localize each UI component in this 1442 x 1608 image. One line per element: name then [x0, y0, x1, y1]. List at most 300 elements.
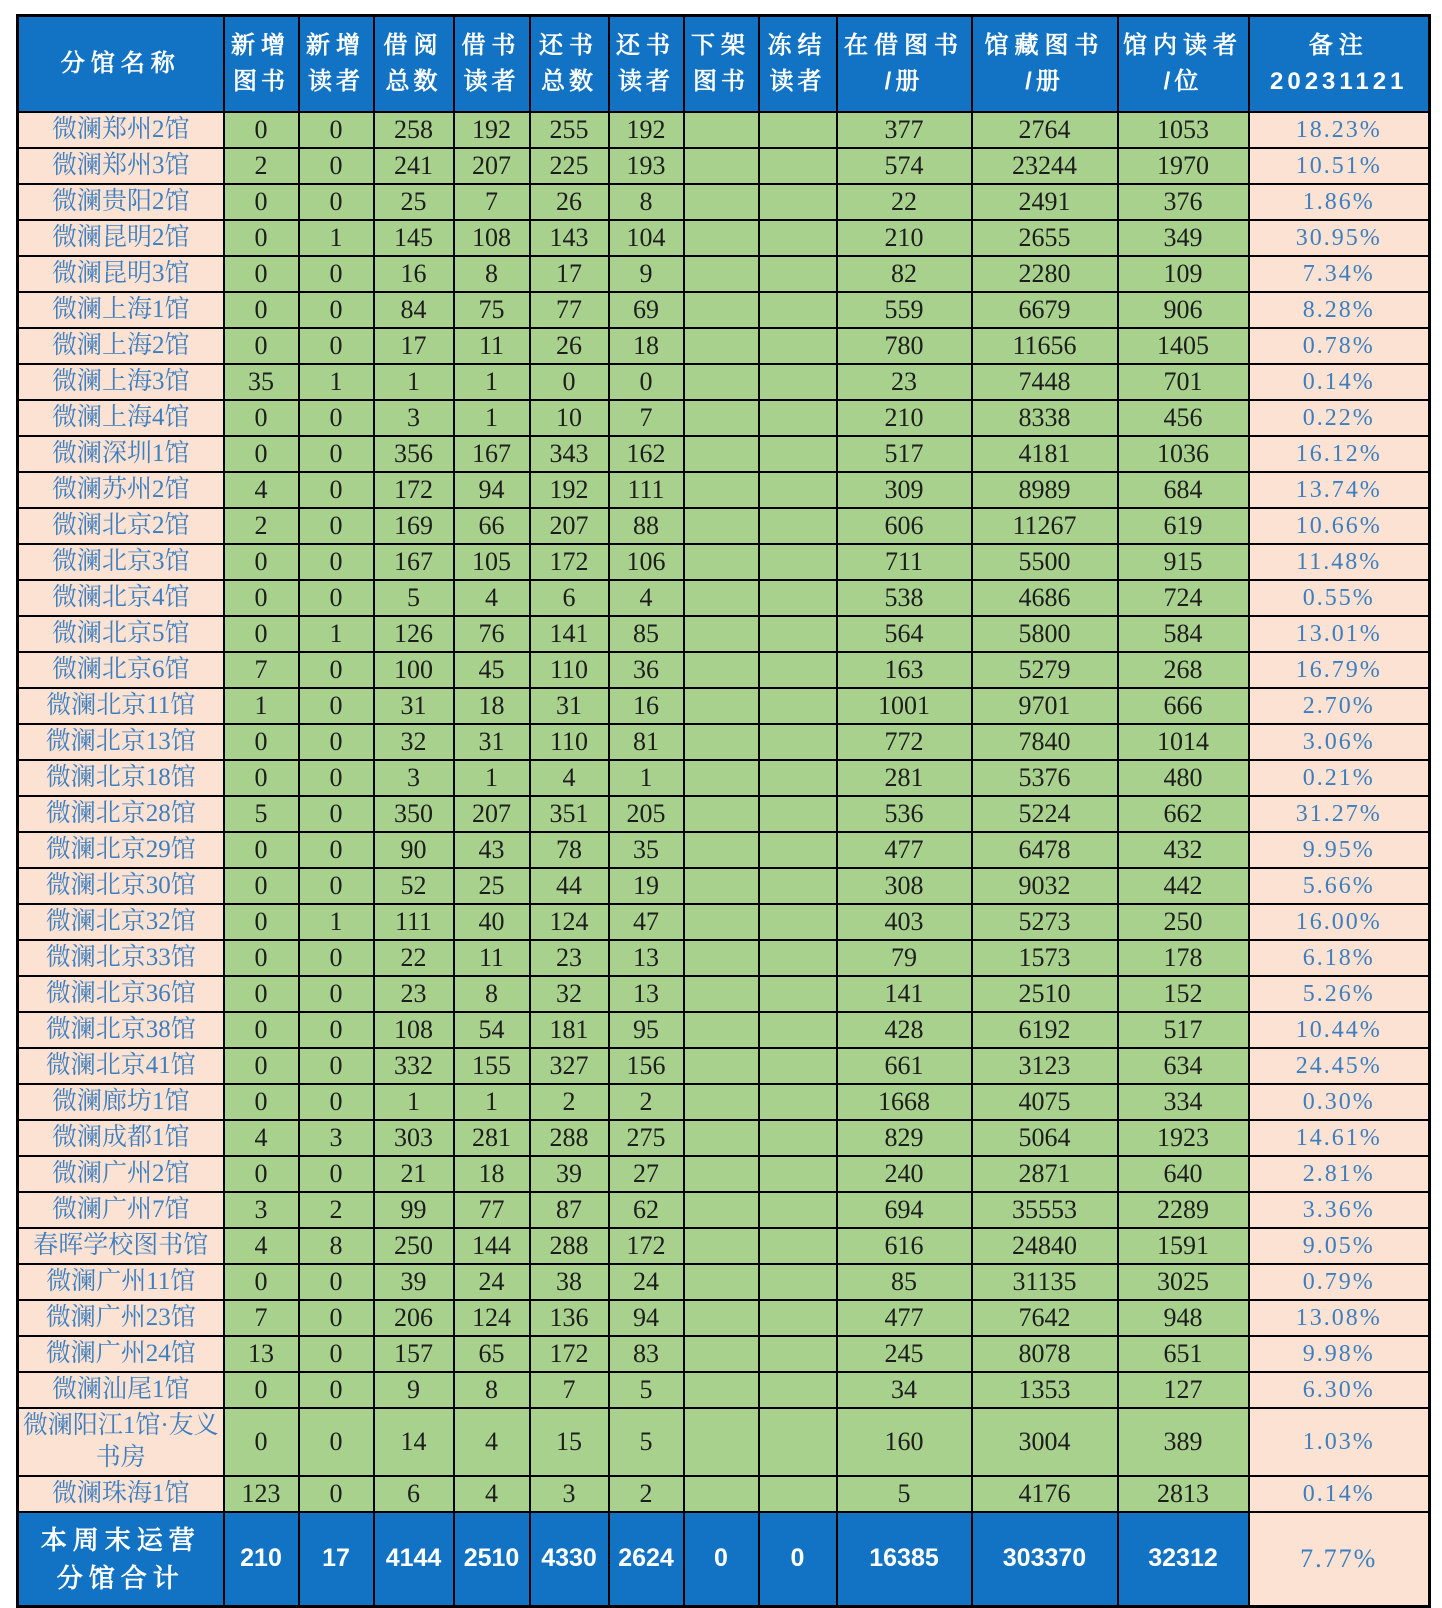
value-cell: 477 [837, 1300, 972, 1336]
remark-cell: 10.44% [1249, 1012, 1430, 1048]
table-row [18, 292, 1430, 328]
value-cell: 8 [454, 976, 530, 1012]
branch-name-cell: 微澜上海4馆 [18, 400, 224, 436]
header-row [18, 16, 1430, 113]
value-cell [759, 436, 837, 472]
value-cell: 85 [837, 1264, 972, 1300]
value-cell: 2510 [972, 976, 1118, 1012]
value-cell: 156 [609, 1048, 684, 1084]
value-cell: 327 [530, 1048, 609, 1084]
value-cell: 26 [530, 184, 609, 220]
value-cell: 11267 [972, 508, 1118, 544]
value-cell: 5224 [972, 796, 1118, 832]
value-cell: 141 [837, 976, 972, 1012]
branch-name-cell: 微澜北京29馆 [18, 832, 224, 868]
value-cell: 11 [454, 328, 530, 364]
branch-name-cell: 微澜广州23馆 [18, 1300, 224, 1336]
value-cell: 8078 [972, 1336, 1118, 1372]
value-cell: 35 [224, 364, 299, 400]
value-cell [759, 580, 837, 616]
value-cell: 210 [837, 400, 972, 436]
value-cell: 94 [454, 472, 530, 508]
column-header-readers-seats: 馆内读者 /位 [1118, 16, 1249, 113]
value-cell [684, 1264, 759, 1300]
value-cell: 79 [837, 940, 972, 976]
branch-name-cell: 微澜郑州2馆 [18, 112, 224, 148]
value-cell: 26 [530, 328, 609, 364]
value-cell: 24 [609, 1264, 684, 1300]
value-cell: 155 [454, 1048, 530, 1084]
value-cell: 23 [530, 940, 609, 976]
value-cell: 0 [224, 1264, 299, 1300]
remark-cell: 6.18% [1249, 940, 1430, 976]
table-row [18, 400, 1430, 436]
value-cell: 127 [1118, 1372, 1249, 1408]
total-value-cell: 0 [759, 1512, 837, 1606]
value-cell: 250 [374, 1228, 454, 1264]
value-cell: 780 [837, 328, 972, 364]
table-row [18, 580, 1430, 616]
value-cell [684, 1336, 759, 1372]
value-cell: 442 [1118, 868, 1249, 904]
table-row [18, 1228, 1430, 1264]
value-cell: 6478 [972, 832, 1118, 868]
value-cell: 143 [530, 220, 609, 256]
value-cell: 45 [454, 652, 530, 688]
branch-name-cell: 微澜北京28馆 [18, 796, 224, 832]
value-cell: 0 [299, 688, 374, 724]
value-cell: 16 [374, 256, 454, 292]
value-cell: 0 [299, 796, 374, 832]
branch-name-cell: 微澜北京11馆 [18, 688, 224, 724]
value-cell: 69 [609, 292, 684, 328]
value-cell: 15 [530, 1408, 609, 1476]
branch-name-cell: 微澜广州2馆 [18, 1156, 224, 1192]
value-cell: 16 [609, 688, 684, 724]
value-cell [684, 796, 759, 832]
value-cell: 9 [609, 256, 684, 292]
value-cell [759, 688, 837, 724]
value-cell: 124 [454, 1300, 530, 1336]
value-cell: 163 [837, 652, 972, 688]
value-cell: 662 [1118, 796, 1249, 832]
value-cell [759, 1120, 837, 1156]
value-cell: 0 [299, 652, 374, 688]
table-row [18, 472, 1430, 508]
value-cell: 82 [837, 256, 972, 292]
value-cell: 5 [609, 1408, 684, 1476]
value-cell [684, 1192, 759, 1228]
value-cell: 110 [530, 724, 609, 760]
remark-cell: 13.74% [1249, 472, 1430, 508]
branch-name-cell: 微澜昆明2馆 [18, 220, 224, 256]
value-cell: 210 [837, 220, 972, 256]
branch-name-cell: 微澜广州11馆 [18, 1264, 224, 1300]
value-cell: 85 [609, 616, 684, 652]
value-cell: 258 [374, 112, 454, 148]
value-cell [759, 904, 837, 940]
value-cell: 634 [1118, 1048, 1249, 1084]
value-cell: 4 [454, 580, 530, 616]
value-cell: 351 [530, 796, 609, 832]
remark-cell: 16.12% [1249, 436, 1430, 472]
value-cell: 1 [299, 364, 374, 400]
remark-cell: 14.61% [1249, 1120, 1430, 1156]
value-cell: 32 [530, 976, 609, 1012]
value-cell: 157 [374, 1336, 454, 1372]
value-cell [684, 832, 759, 868]
table-row [18, 256, 1430, 292]
value-cell [684, 868, 759, 904]
value-cell: 160 [837, 1408, 972, 1476]
branch-name-cell: 微澜北京13馆 [18, 724, 224, 760]
value-cell [759, 796, 837, 832]
value-cell: 1001 [837, 688, 972, 724]
value-cell: 181 [530, 1012, 609, 1048]
value-cell: 1 [454, 760, 530, 796]
value-cell: 1591 [1118, 1228, 1249, 1264]
value-cell: 31 [454, 724, 530, 760]
total-row-label: 本周末运营分馆合计 [18, 1512, 224, 1606]
table-row [18, 760, 1430, 796]
value-cell: 4 [224, 1120, 299, 1156]
value-cell: 536 [837, 796, 972, 832]
value-cell: 9701 [972, 688, 1118, 724]
value-cell: 144 [454, 1228, 530, 1264]
value-cell: 8 [609, 184, 684, 220]
value-cell: 126 [374, 616, 454, 652]
value-cell: 2 [299, 1192, 374, 1228]
total-value-cell: 0 [684, 1512, 759, 1606]
value-cell [684, 688, 759, 724]
value-cell: 22 [374, 940, 454, 976]
value-cell: 0 [299, 400, 374, 436]
value-cell: 684 [1118, 472, 1249, 508]
total-remark-cell: 7.77% [1249, 1512, 1430, 1606]
value-cell: 31 [530, 688, 609, 724]
value-cell: 7840 [972, 724, 1118, 760]
value-cell: 172 [530, 544, 609, 580]
value-cell: 2280 [972, 256, 1118, 292]
branch-name-cell: 春晖学校图书馆 [18, 1228, 224, 1264]
value-cell: 0 [299, 292, 374, 328]
value-cell: 829 [837, 1120, 972, 1156]
value-cell: 94 [609, 1300, 684, 1336]
value-cell: 5 [609, 1372, 684, 1408]
value-cell: 3 [374, 400, 454, 436]
branch-name-cell: 微澜北京6馆 [18, 652, 224, 688]
total-value-cell: 4330 [530, 1512, 609, 1606]
value-cell: 0 [224, 292, 299, 328]
table-row [18, 940, 1430, 976]
value-cell: 3123 [972, 1048, 1118, 1084]
value-cell: 35553 [972, 1192, 1118, 1228]
value-cell [759, 1300, 837, 1336]
value-cell: 0 [224, 616, 299, 652]
value-cell: 0 [299, 1048, 374, 1084]
branch-name-cell: 微澜北京4馆 [18, 580, 224, 616]
table-row [18, 544, 1430, 580]
table-footer [18, 1512, 1430, 1606]
value-cell [759, 148, 837, 184]
branch-name-cell: 微澜北京41馆 [18, 1048, 224, 1084]
value-cell: 281 [454, 1120, 530, 1156]
value-cell: 619 [1118, 508, 1249, 544]
table-row [18, 796, 1430, 832]
value-cell: 456 [1118, 400, 1249, 436]
value-cell [759, 1408, 837, 1476]
value-cell: 81 [609, 724, 684, 760]
value-cell [759, 112, 837, 148]
value-cell: 915 [1118, 544, 1249, 580]
value-cell [759, 832, 837, 868]
table-row [18, 364, 1430, 400]
value-cell: 0 [224, 868, 299, 904]
value-cell: 0 [299, 580, 374, 616]
value-cell: 0 [299, 1408, 374, 1476]
value-cell: 17 [530, 256, 609, 292]
value-cell: 1 [609, 760, 684, 796]
table-row [18, 184, 1430, 220]
value-cell: 0 [609, 364, 684, 400]
value-cell: 0 [299, 112, 374, 148]
value-cell: 0 [224, 760, 299, 796]
value-cell: 0 [224, 112, 299, 148]
value-cell: 1573 [972, 940, 1118, 976]
value-cell: 584 [1118, 616, 1249, 652]
value-cell: 9 [374, 1372, 454, 1408]
value-cell: 100 [374, 652, 454, 688]
value-cell: 343 [530, 436, 609, 472]
value-cell [684, 364, 759, 400]
remark-cell: 0.22% [1249, 400, 1430, 436]
branch-name-cell: 微澜上海2馆 [18, 328, 224, 364]
value-cell: 0 [299, 148, 374, 184]
remark-cell: 0.14% [1249, 1476, 1430, 1512]
value-cell: 14 [374, 1408, 454, 1476]
value-cell: 0 [224, 724, 299, 760]
value-cell [759, 1336, 837, 1372]
value-cell [684, 1372, 759, 1408]
value-cell: 13 [609, 940, 684, 976]
value-cell: 1 [224, 688, 299, 724]
column-header-return-readers: 还书 读者 [609, 16, 684, 113]
value-cell: 62 [609, 1192, 684, 1228]
value-cell: 7 [609, 400, 684, 436]
value-cell: 39 [374, 1264, 454, 1300]
branch-name-cell: 微澜北京3馆 [18, 544, 224, 580]
value-cell: 389 [1118, 1408, 1249, 1476]
value-cell: 0 [224, 580, 299, 616]
value-cell: 2813 [1118, 1476, 1249, 1512]
value-cell: 275 [609, 1120, 684, 1156]
value-cell [759, 364, 837, 400]
value-cell [759, 1192, 837, 1228]
value-cell: 54 [454, 1012, 530, 1048]
value-cell: 4 [224, 472, 299, 508]
value-cell: 0 [224, 1156, 299, 1192]
value-cell: 18 [454, 1156, 530, 1192]
value-cell [684, 400, 759, 436]
remark-cell: 9.98% [1249, 1336, 1430, 1372]
value-cell [759, 184, 837, 220]
value-cell [759, 1228, 837, 1264]
value-cell: 1 [454, 1084, 530, 1120]
value-cell: 10 [530, 400, 609, 436]
value-cell [759, 220, 837, 256]
value-cell: 111 [609, 472, 684, 508]
value-cell: 240 [837, 1156, 972, 1192]
remark-cell: 5.66% [1249, 868, 1430, 904]
remark-cell: 24.45% [1249, 1048, 1430, 1084]
value-cell [684, 616, 759, 652]
value-cell [759, 292, 837, 328]
value-cell: 0 [299, 472, 374, 508]
table-body [18, 112, 1430, 1512]
table-row [18, 1300, 1430, 1336]
value-cell [684, 472, 759, 508]
value-cell [684, 760, 759, 796]
value-cell: 1 [299, 220, 374, 256]
value-cell: 1923 [1118, 1120, 1249, 1156]
value-cell: 8 [454, 1372, 530, 1408]
value-cell: 661 [837, 1048, 972, 1084]
value-cell: 564 [837, 616, 972, 652]
value-cell: 538 [837, 580, 972, 616]
value-cell: 517 [1118, 1012, 1249, 1048]
value-cell [759, 616, 837, 652]
value-cell: 31135 [972, 1264, 1118, 1300]
remark-cell: 2.81% [1249, 1156, 1430, 1192]
value-cell: 0 [299, 256, 374, 292]
table-row [18, 832, 1430, 868]
table-row [18, 1084, 1430, 1120]
value-cell: 11 [454, 940, 530, 976]
remark-cell: 0.55% [1249, 580, 1430, 616]
value-cell: 6 [530, 580, 609, 616]
value-cell: 106 [609, 544, 684, 580]
value-cell: 87 [530, 1192, 609, 1228]
remark-cell: 18.23% [1249, 112, 1430, 148]
value-cell: 152 [1118, 976, 1249, 1012]
value-cell [684, 256, 759, 292]
value-cell: 95 [609, 1012, 684, 1048]
value-cell: 4181 [972, 436, 1118, 472]
remark-cell: 0.30% [1249, 1084, 1430, 1120]
value-cell: 0 [299, 976, 374, 1012]
value-cell: 2491 [972, 184, 1118, 220]
value-cell: 332 [374, 1048, 454, 1084]
value-cell: 0 [224, 1048, 299, 1084]
remark-cell: 13.08% [1249, 1300, 1430, 1336]
value-cell: 52 [374, 868, 454, 904]
value-cell: 356 [374, 436, 454, 472]
value-cell: 34 [837, 1372, 972, 1408]
branch-name-cell: 微澜北京30馆 [18, 868, 224, 904]
value-cell: 906 [1118, 292, 1249, 328]
value-cell: 44 [530, 868, 609, 904]
value-cell: 250 [1118, 904, 1249, 940]
table-row [18, 1156, 1430, 1192]
value-cell: 772 [837, 724, 972, 760]
value-cell: 2 [609, 1476, 684, 1512]
value-cell: 7 [530, 1372, 609, 1408]
table-row [18, 904, 1430, 940]
column-header-borrow-readers: 借书 读者 [454, 16, 530, 113]
value-cell: 0 [299, 1336, 374, 1372]
value-cell: 38 [530, 1264, 609, 1300]
value-cell [759, 652, 837, 688]
value-cell: 1014 [1118, 724, 1249, 760]
total-value-cell: 2510 [454, 1512, 530, 1606]
value-cell: 172 [609, 1228, 684, 1264]
value-cell: 193 [609, 148, 684, 184]
value-cell: 23 [837, 364, 972, 400]
value-cell: 77 [454, 1192, 530, 1228]
value-cell: 1053 [1118, 112, 1249, 148]
branch-name-cell: 微澜北京5馆 [18, 616, 224, 652]
value-cell: 288 [530, 1120, 609, 1156]
value-cell: 308 [837, 868, 972, 904]
value-cell: 0 [299, 184, 374, 220]
value-cell: 2 [224, 508, 299, 544]
value-cell: 701 [1118, 364, 1249, 400]
branch-name-cell: 微澜深圳1馆 [18, 436, 224, 472]
value-cell: 27 [609, 1156, 684, 1192]
value-cell: 4075 [972, 1084, 1118, 1120]
value-cell: 3 [374, 760, 454, 796]
value-cell: 25 [454, 868, 530, 904]
value-cell: 428 [837, 1012, 972, 1048]
value-cell: 606 [837, 508, 972, 544]
table-row [18, 652, 1430, 688]
value-cell: 7448 [972, 364, 1118, 400]
value-cell: 349 [1118, 220, 1249, 256]
value-cell: 172 [530, 1336, 609, 1372]
branch-name-cell: 微澜北京36馆 [18, 976, 224, 1012]
value-cell: 6679 [972, 292, 1118, 328]
value-cell: 350 [374, 796, 454, 832]
remark-cell: 8.28% [1249, 292, 1430, 328]
remark-cell: 5.26% [1249, 976, 1430, 1012]
table-row [18, 436, 1430, 472]
value-cell [759, 976, 837, 1012]
value-cell: 4 [454, 1408, 530, 1476]
value-cell: 5279 [972, 652, 1118, 688]
table-row [18, 508, 1430, 544]
value-cell: 104 [609, 220, 684, 256]
value-cell: 309 [837, 472, 972, 508]
value-cell: 1970 [1118, 148, 1249, 184]
value-cell: 109 [1118, 256, 1249, 292]
value-cell: 207 [454, 148, 530, 184]
value-cell: 4 [224, 1228, 299, 1264]
total-row [18, 1512, 1430, 1606]
column-header-removed-books: 下架 图书 [684, 16, 759, 113]
remark-cell: 0.78% [1249, 328, 1430, 364]
value-cell: 88 [609, 508, 684, 544]
value-cell: 948 [1118, 1300, 1249, 1336]
remark-cell: 0.14% [1249, 364, 1430, 400]
value-cell: 7 [454, 184, 530, 220]
table-row [18, 112, 1430, 148]
value-cell: 616 [837, 1228, 972, 1264]
table-row [18, 1012, 1430, 1048]
value-cell: 17 [374, 328, 454, 364]
value-cell: 136 [530, 1300, 609, 1336]
value-cell [684, 940, 759, 976]
value-cell [759, 1048, 837, 1084]
